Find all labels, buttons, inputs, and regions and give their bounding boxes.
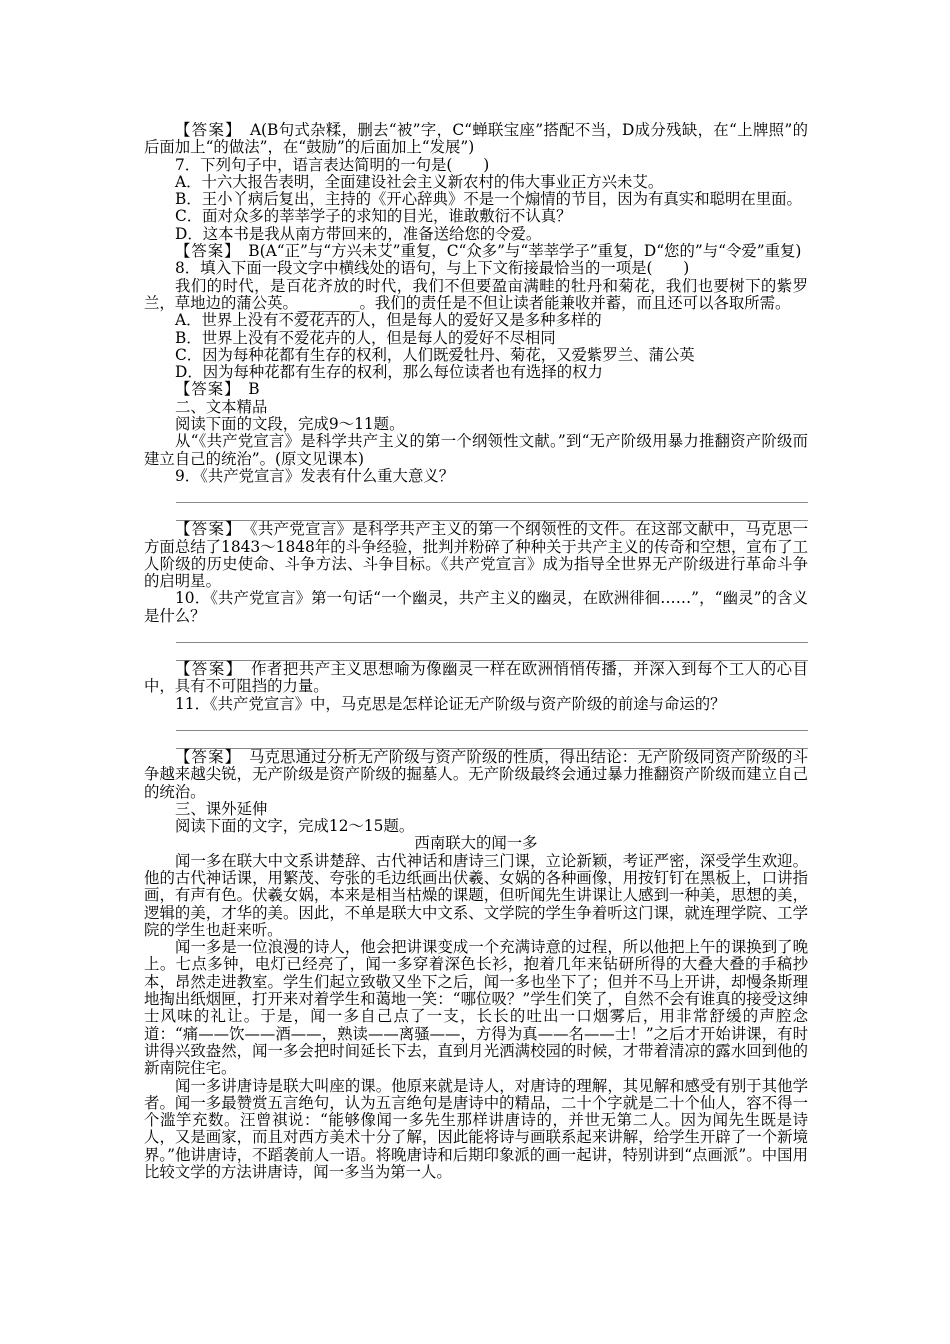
q7-option-d: D．这本书是我从南方带回来的，准备送给您的令爱。: [175, 224, 542, 243]
q6-answer: [144, 122, 808, 157]
q8-option-a: A．世界上没有不爱花卉的人，但是每人的爱好又是多种多样的: [175, 311, 602, 330]
q10-answer: [144, 661, 808, 696]
q8-passage: 我们的时代，是百花齐放的时代，我们不但要盈亩满畦的牡丹和菊花，我们也要树下的紫罗兰，草地边的蒲公英。________。我们的责任是不但让读者能兼收并蓄，而且还可以各取所需。: [144, 276, 808, 312]
answer-tag: 【答案】: [175, 242, 233, 261]
excerpt-reference: 从“《共产党宣言》是科学共产主义的第一个纲领性文献。”到“无产阶级用暴力推翻资产阶级而建立自己的统治”。(原文见课本): [144, 432, 808, 468]
answer-text: B(A“正”与“方兴未艾”重复，C“众多”与“莘莘学子”重复，D“您的”与“令爱”重复): [248, 242, 802, 261]
q7-option-b: B．王小丫病后复出，主持的《开心辞典》不是一个煽情的节目，因为有真实和聪明在里面。: [175, 190, 802, 209]
answer-tag: 【答案】: [175, 660, 236, 679]
q8-stem: 8．填入下面一段文字中横线处的语句，与上下文衔接最恰当的一项是( ): [175, 259, 690, 278]
q7-stem: 7．下列句子中，语言表达简明的一句是( ): [175, 155, 490, 174]
article-paragraph: 闻一多是一位浪漫的诗人，他会把讲课变成一个充满诗意的过程，所以他把上午的课换到了晚上。七点多钟，电灯已经亮了，闻一多穿着深色长衫，抱着几年来钻研所得的大叠大叠的手稿抄本，昂然走进教室。学生们起立致敬又坐下之后，闻一多也坐下了；但并不马上开讲，却慢条斯理地掏出纸烟匣，打开来对着学生和蔼地一笑：“哪位吸？”学生们笑了，自然不会有谁真的接受这绅士风味的礼让。于是，闻一多自己点了一支，长长的吐出一口烟雾后，用非常舒缓的声腔念道：“痛——饮——酒——，熟读——离骚——，方得为真——名——士！”之后才开始讲课，有时讲得兴致盎然，闻一多会把时间延长下去，直到月光洒满校园的时候，才带着清凉的露水回到他的新南院住宅。: [144, 938, 808, 1078]
answer-blank-line[interactable]: [176, 503, 808, 521]
article-paragraph: 闻一多在联大中文系讲楚辞、古代神话和唐诗三门课，立论新颖，考证严密，深受学生欢迎。他的古代神话课，用繁茂、夸张的毛边纸画出伏羲、女娲的各种画像，用按钉钉在黑板上，口讲指画，有声有色。伏羲女娲，本来是相当枯燥的课题，但听闻先生讲课让人感到一种美，思想的美，逻辑的美，才华的美。因此，不单是联大中文系、文学院的学生争着听这门课，就连理学院、工学院的学生也赶来听。: [144, 851, 808, 939]
q11-answer: [144, 749, 808, 801]
answer-blank-line[interactable]: [176, 625, 808, 643]
answer-blank-line[interactable]: [176, 485, 808, 503]
answer-blank-line[interactable]: [176, 731, 808, 749]
q9-stem: 9．《共产党宣言》发表有什么重大意义？: [175, 466, 455, 485]
section-intro: 阅读下面的文段，完成9～11题。: [175, 415, 405, 434]
answer-tag: 【答案】: [175, 380, 233, 399]
article-title: 西南联大的闻一多: [414, 834, 538, 853]
answer-blank-line[interactable]: [176, 713, 808, 731]
q8-answer: [144, 381, 808, 398]
answer-text: A(B句式杂糅，删去“被”字，C“蝉联宝座”搭配不当，D成分残缺，在“上牌照”的后面加上“的做法”，在“鼓励”的后面加上“发展”): [144, 121, 808, 157]
q7-answer: [144, 243, 808, 260]
q9-answer: [144, 521, 808, 590]
section-intro: 阅读下面的文字，完成12～15题。: [175, 817, 415, 836]
document-body: [144, 122, 808, 1181]
answer-blank-line[interactable]: [176, 643, 808, 661]
answer-tag: 【答案】: [175, 747, 234, 766]
answer-text: B: [248, 380, 260, 399]
section-heading: 二、文本精品: [175, 397, 268, 416]
q8-option-c: C．因为每种花都有生存的权利，人们既爱牡丹、菊花，又爱紫罗兰、蒲公英: [175, 345, 695, 364]
answer-tag: 【答案】: [175, 121, 235, 139]
q8-option-d: D．因为每种花都有生存的权利，那么每位读者也有选择的权力: [175, 363, 603, 382]
q10-stem: 10．《共产党宣言》第一句话“一个幽灵，共产主义的幽灵，在欧洲徘徊……”，“幽灵”的含义是什么？: [144, 589, 808, 625]
answer-text: 作者把共产主义思想喻为像幽灵一样在欧洲悄悄传播，并深入到每个工人的心目中，具有不可阻挡的力量。: [144, 660, 808, 696]
q7-option-c: C．面对众多的莘莘学子的求知的目光，谁敢敷衍不认真？: [175, 207, 572, 226]
q11-stem: 11．《共产党宣言》中，马克思是怎样论证无产阶级与资产阶级的前途与命运的？: [175, 694, 726, 713]
article-paragraph: 闻一多讲唐诗是联大叫座的课。他原来就是诗人，对唐诗的理解，其见解和感受有别于其他学者。闻一多最赞赏五言绝句，认为五言绝句是唐诗中的精品，二十个字就是二十个仙人，容不得一个滥竽充数。汪曾祺说：“能够像闻一多先生那样讲唐诗的，并世无第二人。因为闻先生既是诗人，又是画家，而且对西方美术十分了解，因此能将诗与画联系起来讲解，给学生开辟了一个新境界。”他讲唐诗，不蹈袭前人一语。将晚唐诗和后期印象派的画一起讲，特别讲到“点画派”。中国用比较文学的方法讲唐诗，闻一多当为第一人。: [144, 1076, 808, 1182]
q8-option-b: B．世界上没有不爱花卉的人，但是每人的爱好不尽相同: [175, 328, 556, 347]
answer-text: 马克思通过分析无产阶级与资产阶级的性质，得出结论：无产阶级同资产阶级的斗争越来越尖锐，无产阶级是资产阶级的掘墓人。无产阶级最终会通过暴力推翻资产阶级而建立自己的统治。: [144, 747, 808, 801]
answer-tag: 【答案】: [175, 520, 235, 539]
q7-option-a: A．十六大报告表明，全面建设社会主义新农村的伟大事业正方兴未艾。: [175, 172, 664, 191]
answer-text: 《共产党宣言》是科学共产主义的第一个纲领性的文件。在这部文献中，马克思一方面总结了1843～1848年的斗争经验，批判并粉碎了种种关于共产主义的传奇和空想，宣布了工人阶级的历史使命、斗争方法、斗争目标。《共产党宣言》成为指导全世界无产阶级进行革命斗争的启明星。: [144, 520, 808, 591]
section-heading: 三、课外延伸: [175, 799, 268, 818]
